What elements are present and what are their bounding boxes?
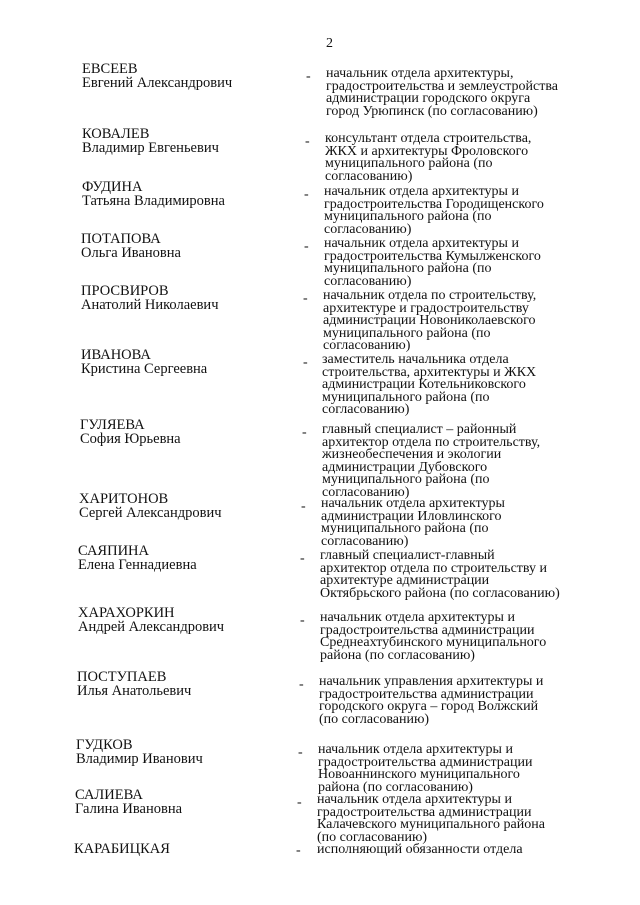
- given-names: Анатолий Николаевич: [81, 297, 219, 313]
- person-name: [74, 842, 170, 856]
- surname: САЯПИНА: [78, 543, 149, 559]
- surname: ПОТАПОВА: [81, 231, 161, 247]
- separator-dash: -: [302, 425, 307, 440]
- position-description: главный специалист-главный архитектор отдела по строительству и архитектуре администрации Октябрьского района (по согласованию): [320, 548, 560, 601]
- surname: ГУДКОВ: [76, 737, 133, 753]
- position-description: начальник отдела архитектуры и градостроительства администрации Калачевского муниципального района (по согласованию): [317, 792, 545, 845]
- surname: ПОСТУПАЕВ: [77, 669, 167, 685]
- person-name: [81, 232, 181, 260]
- position-description: начальник управления архитектуры и градостроительства администрации городского округа – город Волжский (по согласованию): [319, 674, 544, 727]
- person-name: [78, 544, 197, 572]
- given-names: Татьяна Владимировна: [82, 193, 225, 209]
- given-names: Ольга Ивановна: [81, 245, 181, 261]
- position-description: начальник отдела архитектуры и градостроительства Городищенского муниципального района (по согласованию): [324, 184, 544, 237]
- position-description: начальник отдела по строительству, архитектуре и градостроительству администрации Новониколаевского муниципального района (по согласованию): [323, 288, 537, 354]
- surname: ЕВСЕЕВ: [82, 61, 138, 77]
- given-names: Кристина Сергеевна: [81, 361, 208, 377]
- separator-dash: -: [304, 187, 309, 202]
- position-description: начальник отдела архитектуры и градостроительства Кумылженского муниципального района (по согласованию): [324, 236, 541, 289]
- separator-dash: -: [300, 613, 305, 628]
- position-description: консультант отдела строительства, ЖКХ и архитектуры Фроловского муниципального района (по согласованию): [325, 131, 532, 184]
- person-name: [77, 670, 191, 698]
- separator-dash: -: [301, 499, 306, 514]
- position-description: начальник отдела архитектуры и градостроительства администрации Новоаннинского муниципального района (по согласованию): [318, 742, 533, 795]
- surname: КАРАБИЦКАЯ: [74, 841, 170, 857]
- position-description: заместитель начальника отдела строительства, архитектуры и ЖКХ администрации Котельниковского муниципального района (по согласованию): [322, 352, 537, 418]
- person-name: [76, 738, 203, 766]
- separator-dash: -: [299, 677, 304, 692]
- given-names: София Юрьевна: [80, 431, 181, 447]
- separator-dash: -: [306, 69, 311, 84]
- surname: САЛИЕВА: [75, 787, 143, 803]
- separator-dash: -: [298, 745, 303, 760]
- position-description: начальник отдела архитектуры и градостроительства администрации Среднеахтубинского муниципального района (по согласованию): [320, 610, 547, 663]
- page-number: 2: [326, 36, 333, 51]
- surname: ИВАНОВА: [81, 347, 151, 363]
- person-name: [80, 418, 181, 446]
- person-name: [82, 127, 219, 155]
- person-name: [75, 788, 182, 816]
- given-names: Андрей Александрович: [78, 619, 225, 635]
- position-description: исполняющий обязанности отдела: [317, 842, 523, 857]
- surname: КОВАЛЕВ: [82, 126, 150, 142]
- surname: ФУДИНА: [82, 179, 143, 195]
- separator-dash: -: [296, 843, 301, 858]
- person-name: [81, 284, 218, 312]
- surname: ГУЛЯЕВА: [80, 417, 145, 433]
- separator-dash: -: [305, 134, 310, 149]
- given-names: Владимир Евгеньевич: [82, 140, 219, 156]
- position-description: начальник отдела архитектуры, градостроительства и землеустройства администрации городского округа город Урюпинск (по согласованию): [326, 66, 559, 119]
- surname: ПРОСВИРОВ: [81, 283, 169, 299]
- separator-dash: -: [300, 551, 305, 566]
- separator-dash: -: [304, 239, 309, 254]
- person-name: [78, 606, 224, 634]
- given-names: Галина Ивановна: [75, 801, 183, 817]
- separator-dash: -: [303, 291, 308, 306]
- given-names: Владимир Иванович: [76, 751, 203, 767]
- given-names: Сергей Александрович: [79, 505, 222, 521]
- position-description: главный специалист – районный архитектор отдела по строительству, жизнеобеспечения и экологии администрации Дубовского муниципального района (по согласованию): [322, 422, 541, 500]
- surname: ХАРАХОРКИН: [78, 605, 175, 621]
- separator-dash: -: [297, 795, 302, 810]
- person-name: [81, 348, 207, 376]
- separator-dash: -: [303, 355, 308, 370]
- position-description: начальник отдела архитектуры администрации Иловлинского муниципального района (по согласованию): [321, 496, 505, 549]
- person-name: [82, 62, 232, 90]
- person-name: [79, 492, 222, 520]
- given-names: Елена Геннадиевна: [78, 557, 197, 573]
- surname: ХАРИТОНОВ: [79, 491, 169, 507]
- given-names: Евгений Александрович: [82, 75, 233, 91]
- given-names: Илья Анатольевич: [77, 683, 192, 699]
- person-name: [82, 180, 225, 208]
